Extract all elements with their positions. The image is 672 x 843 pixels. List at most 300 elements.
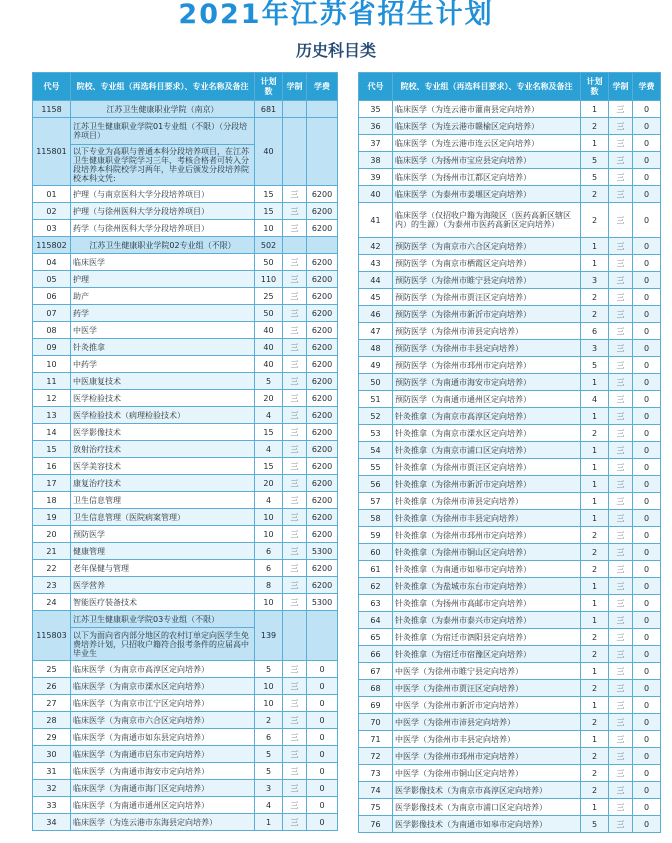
row-years: 三 (609, 782, 633, 799)
row-fee: 6200 (307, 526, 338, 543)
row-plan: 2 (581, 748, 609, 765)
row-fee: 6200 (307, 509, 338, 526)
row-years: 三 (283, 543, 307, 560)
row-code: 61 (359, 561, 393, 578)
row-fee: 0 (633, 459, 661, 476)
row-plan: 5 (255, 746, 283, 763)
row-code: 32 (33, 780, 71, 797)
row-code: 18 (33, 492, 71, 509)
group-name: 江苏卫生健康职业学院02专业组（不限） (71, 237, 255, 254)
row-name: 预防医学（为南通市海安市定向培养） (393, 374, 581, 391)
row-plan: 2 (581, 203, 609, 238)
row-plan: 1 (581, 663, 609, 680)
row-years: 三 (283, 390, 307, 407)
header-years: 学制 (609, 73, 633, 101)
row-fee: 0 (633, 612, 661, 629)
table-row (33, 577, 338, 594)
table-row (359, 323, 661, 340)
table-row (359, 186, 661, 203)
row-code: 76 (359, 816, 393, 833)
row-plan: 20 (255, 390, 283, 407)
table-row (33, 763, 338, 780)
row-years: 三 (283, 678, 307, 695)
row-plan: 2 (581, 765, 609, 782)
row-code: 63 (359, 595, 393, 612)
group-name: 江苏卫生健康职业学院01专业组（不限）（分段培养项目） (71, 118, 255, 145)
table-row (359, 408, 661, 425)
row-years: 三 (283, 560, 307, 577)
row-name: 医学影像技术（为南京市浦口区定向培养） (393, 799, 581, 816)
row-name: 药学（与徐州医科大学分段培养项目） (71, 220, 255, 237)
row-plan: 4 (581, 391, 609, 408)
row-name: 临床医学（为南通市海门区定向培养） (71, 780, 255, 797)
row-years: 三 (609, 459, 633, 476)
row-name: 医学检验技术 (71, 390, 255, 407)
row-name: 针灸推拿（为南京市高淳区定向培养） (393, 408, 581, 425)
table-row (359, 135, 661, 152)
row-code: 04 (33, 254, 71, 271)
table-row (33, 305, 338, 322)
row-plan: 2 (581, 425, 609, 442)
row-code: 45 (359, 289, 393, 306)
row-code: 71 (359, 731, 393, 748)
row-name: 临床医学（为泰州市姜堰区定向培养） (393, 186, 581, 203)
row-name: 针灸推拿（为徐州市丰县定向培养） (393, 510, 581, 527)
row-plan: 15 (255, 203, 283, 220)
table-row (33, 390, 338, 407)
row-name: 针灸推拿（为徐州市邳州市定向培养） (393, 527, 581, 544)
table-row (359, 238, 661, 255)
table-row (359, 527, 661, 544)
row-fee: 6200 (307, 390, 338, 407)
row-years: 三 (283, 339, 307, 356)
row-fee: 6200 (307, 441, 338, 458)
row-fee: 0 (633, 527, 661, 544)
row-fee: 0 (633, 391, 661, 408)
row-fee: 0 (633, 476, 661, 493)
group-code: 115802 (33, 237, 71, 254)
table-row (33, 339, 338, 356)
row-name: 针灸推拿（为扬州市高邮市定向培养） (393, 595, 581, 612)
row-years: 三 (609, 101, 633, 118)
row-name: 预防医学（为南京市六合区定向培养） (393, 238, 581, 255)
row-code: 15 (33, 441, 71, 458)
row-years: 三 (283, 577, 307, 594)
row-fee: 0 (633, 765, 661, 782)
table-row (359, 374, 661, 391)
row-name: 临床医学（为连云港市灌南县定向培养） (393, 101, 581, 118)
row-code: 56 (359, 476, 393, 493)
table-row (359, 680, 661, 697)
header-row (33, 73, 338, 101)
row-plan: 1 (581, 238, 609, 255)
row-code: 59 (359, 527, 393, 544)
row-code: 40 (359, 186, 393, 203)
table-row (33, 492, 338, 509)
row-code: 66 (359, 646, 393, 663)
row-plan: 6 (255, 543, 283, 560)
row-code: 70 (359, 714, 393, 731)
header-name: 院校、专业组（再选科目要求）、专业名称及备注 (393, 73, 581, 101)
table-row (359, 748, 661, 765)
row-plan: 10 (255, 594, 283, 611)
row-code: 10 (33, 356, 71, 373)
row-code: 37 (359, 135, 393, 152)
row-plan: 15 (255, 424, 283, 441)
row-years: 三 (609, 765, 633, 782)
row-name: 医学影像技术（为南京市高淳区定向培养） (393, 782, 581, 799)
row-fee: 0 (633, 510, 661, 527)
row-plan: 2 (581, 118, 609, 135)
table-row (359, 272, 661, 289)
row-fee: 0 (307, 695, 338, 712)
row-fee: 0 (633, 442, 661, 459)
row-fee: 6200 (307, 492, 338, 509)
row-plan: 1 (581, 255, 609, 272)
table-row (359, 203, 661, 238)
row-years: 三 (283, 373, 307, 390)
header-plan: 计划数 (581, 73, 609, 101)
row-plan: 1 (581, 476, 609, 493)
table-row (359, 612, 661, 629)
header-fee: 学费 (633, 73, 661, 101)
row-name: 医学检验技术（病理检验技术） (71, 407, 255, 424)
row-fee: 0 (633, 663, 661, 680)
row-fee: 6200 (307, 475, 338, 492)
row-plan: 2 (255, 712, 283, 729)
table-row (359, 595, 661, 612)
row-plan: 2 (581, 782, 609, 799)
row-code: 06 (33, 288, 71, 305)
row-years: 三 (609, 561, 633, 578)
row-name: 医学美容技术 (71, 458, 255, 475)
table-row (33, 560, 338, 577)
row-name: 针灸推拿（为徐州市贾汪区定向培养） (393, 459, 581, 476)
row-fee: 6200 (307, 305, 338, 322)
row-name: 临床医学（为南京市江宁区定向培养） (71, 695, 255, 712)
header-years: 学制 (283, 73, 307, 101)
row-years: 三 (609, 476, 633, 493)
row-plan: 1 (581, 595, 609, 612)
row-name: 医学影像技术（为南通市如皋市定向培养） (393, 816, 581, 833)
row-years: 三 (609, 544, 633, 561)
row-fee: 0 (307, 763, 338, 780)
row-plan: 110 (255, 271, 283, 288)
row-code: 53 (359, 425, 393, 442)
row-code: 19 (33, 509, 71, 526)
row-name: 临床医学（为连云港市连云区定向培养） (393, 135, 581, 152)
row-name: 预防医学（为徐州市沛县定向培养） (393, 323, 581, 340)
table-row (33, 475, 338, 492)
row-name: 护理（与徐州医科大学分段培养项目） (71, 203, 255, 220)
row-plan: 4 (255, 797, 283, 814)
row-years: 三 (283, 594, 307, 611)
row-name: 中医学（为徐州市新沂市定向培养） (393, 697, 581, 714)
row-code: 58 (359, 510, 393, 527)
row-fee: 0 (633, 340, 661, 357)
row-fee: 0 (633, 561, 661, 578)
row-plan: 4 (255, 441, 283, 458)
row-name: 中医学 (71, 322, 255, 339)
header-name: 院校、专业组（再选科目要求）、专业名称及备注 (71, 73, 255, 101)
row-plan: 10 (255, 678, 283, 695)
row-years: 三 (283, 288, 307, 305)
table-row (359, 646, 661, 663)
row-fee: 0 (633, 169, 661, 186)
header-row (359, 73, 661, 101)
row-plan: 6 (581, 323, 609, 340)
row-plan: 4 (255, 492, 283, 509)
row-name: 中药学 (71, 356, 255, 373)
row-plan: 1 (581, 408, 609, 425)
row-years: 三 (609, 731, 633, 748)
row-name: 预防医学（为徐州市丰县定向培养） (393, 340, 581, 357)
row-fee: 6200 (307, 203, 338, 220)
row-plan: 3 (255, 780, 283, 797)
table-row (359, 731, 661, 748)
row-years: 三 (609, 152, 633, 169)
table-row (359, 510, 661, 527)
row-code: 11 (33, 373, 71, 390)
row-name: 预防医学（为徐州市邳州市定向培养） (393, 357, 581, 374)
row-name: 中医学（为徐州市沛县定向培养） (393, 714, 581, 731)
row-code: 74 (359, 782, 393, 799)
group-plan: 40 (255, 118, 283, 186)
row-name: 助产 (71, 288, 255, 305)
row-name: 针灸推拿（为南京市浦口区定向培养） (393, 442, 581, 459)
row-code: 72 (359, 748, 393, 765)
row-fee: 0 (633, 595, 661, 612)
row-fee: 6200 (307, 560, 338, 577)
row-plan: 1 (581, 493, 609, 510)
row-name: 临床医学（为南通市海安市定向培养） (71, 763, 255, 780)
row-name: 预防医学（为徐州市贾汪区定向培养） (393, 289, 581, 306)
row-name: 智能医疗装备技术 (71, 594, 255, 611)
row-years: 三 (283, 509, 307, 526)
row-name: 针灸推拿（为宿迁市宿豫区定向培养） (393, 646, 581, 663)
row-fee: 0 (633, 101, 661, 118)
row-plan: 5 (255, 661, 283, 678)
table-row (359, 289, 661, 306)
row-name: 针灸推拿（为南通市如皋市定向培养） (393, 561, 581, 578)
table-row (33, 661, 338, 678)
row-code: 67 (359, 663, 393, 680)
row-plan: 1 (581, 135, 609, 152)
row-fee: 6200 (307, 288, 338, 305)
table-row (33, 441, 338, 458)
row-plan: 6 (255, 729, 283, 746)
row-fee: 6200 (307, 577, 338, 594)
row-name: 卫生信息管理（医院病案管理） (71, 509, 255, 526)
row-name: 临床医学（为南通市启东市定向培养） (71, 746, 255, 763)
row-name: 老年保健与管理 (71, 560, 255, 577)
row-name: 预防医学（为徐州市新沂市定向培养） (393, 306, 581, 323)
row-code: 62 (359, 578, 393, 595)
school-row (33, 101, 338, 118)
row-name: 预防医学（为南京市栖霞区定向培养） (393, 255, 581, 272)
row-plan: 2 (581, 629, 609, 646)
row-plan: 3 (581, 340, 609, 357)
row-years: 三 (609, 408, 633, 425)
row-fee: 0 (633, 357, 661, 374)
row-plan: 2 (581, 646, 609, 663)
row-years: 三 (283, 305, 307, 322)
row-fee: 0 (633, 374, 661, 391)
row-code: 60 (359, 544, 393, 561)
table-row (33, 814, 338, 831)
table-row (33, 322, 338, 339)
table-row (359, 493, 661, 510)
row-years: 三 (609, 629, 633, 646)
row-plan: 10 (255, 695, 283, 712)
row-fee: 6200 (307, 322, 338, 339)
table-row (359, 561, 661, 578)
table-row (33, 780, 338, 797)
row-years: 三 (283, 441, 307, 458)
row-plan: 1 (581, 578, 609, 595)
row-years: 三 (283, 661, 307, 678)
row-plan: 1 (581, 510, 609, 527)
row-code: 16 (33, 458, 71, 475)
row-name: 康复治疗技术 (71, 475, 255, 492)
row-years: 三 (609, 663, 633, 680)
table-row (359, 663, 661, 680)
row-name: 预防医学（为南通市通州区定向培养） (393, 391, 581, 408)
row-fee: 0 (307, 661, 338, 678)
row-name: 临床医学（为扬州市江都区定向培养） (393, 169, 581, 186)
table-row (33, 729, 338, 746)
row-name: 针灸推拿 (71, 339, 255, 356)
row-code: 39 (359, 169, 393, 186)
row-code: 07 (33, 305, 71, 322)
row-name: 卫生信息管理 (71, 492, 255, 509)
row-plan: 3 (581, 272, 609, 289)
row-code: 30 (33, 746, 71, 763)
table-row (33, 356, 338, 373)
row-plan: 40 (255, 356, 283, 373)
row-name: 预防医学 (71, 526, 255, 543)
row-years: 三 (609, 323, 633, 340)
group-plan: 502 (255, 237, 283, 254)
row-code: 36 (359, 118, 393, 135)
row-plan: 2 (581, 714, 609, 731)
table-row (359, 118, 661, 135)
row-code: 47 (359, 323, 393, 340)
row-code: 52 (359, 408, 393, 425)
group-code: 115801 (33, 118, 71, 186)
row-fee: 0 (633, 714, 661, 731)
table-row (359, 340, 661, 357)
row-name: 临床医学（为扬州市宝应县定向培养） (393, 152, 581, 169)
row-code: 25 (33, 661, 71, 678)
row-fee: 0 (633, 697, 661, 714)
row-years: 三 (283, 203, 307, 220)
row-name: 中医学（为徐州市贾汪区定向培养） (393, 680, 581, 697)
row-plan: 5 (255, 373, 283, 390)
row-years: 三 (609, 340, 633, 357)
row-fee: 6200 (307, 339, 338, 356)
row-years: 三 (609, 799, 633, 816)
table-row (33, 288, 338, 305)
row-code: 14 (33, 424, 71, 441)
row-years: 三 (609, 697, 633, 714)
row-name: 中医学（为徐州市邳州市定向培养） (393, 748, 581, 765)
row-plan: 1 (581, 101, 609, 118)
row-plan: 2 (581, 306, 609, 323)
row-fee: 6200 (307, 373, 338, 390)
row-fee: 5300 (307, 594, 338, 611)
row-years: 三 (609, 169, 633, 186)
row-fee: 0 (633, 323, 661, 340)
row-years: 三 (609, 680, 633, 697)
table-row (33, 203, 338, 220)
row-fee: 0 (633, 272, 661, 289)
row-plan: 6 (255, 560, 283, 577)
row-name: 中医学（为徐州市铜山区定向培养） (393, 765, 581, 782)
row-plan: 5 (581, 357, 609, 374)
table-row (359, 357, 661, 374)
row-code: 05 (33, 271, 71, 288)
row-years: 三 (609, 306, 633, 323)
header-fee: 学费 (307, 73, 338, 101)
table-row (359, 425, 661, 442)
table-row (33, 424, 338, 441)
row-years: 三 (283, 475, 307, 492)
row-years: 三 (609, 595, 633, 612)
row-code: 12 (33, 390, 71, 407)
row-name: 临床医学（为南通市通州区定向培养） (71, 797, 255, 814)
row-code: 24 (33, 594, 71, 611)
row-fee: 0 (307, 814, 338, 831)
school-code: 1158 (33, 101, 71, 118)
row-name: 针灸推拿（为徐州市沛县定向培养） (393, 493, 581, 510)
row-code: 28 (33, 712, 71, 729)
row-name: 针灸推拿（为盐城市东台市定向培养） (393, 578, 581, 595)
table-row (33, 594, 338, 611)
row-plan: 40 (255, 339, 283, 356)
row-fee: 6200 (307, 186, 338, 203)
row-code: 64 (359, 612, 393, 629)
table-row (33, 373, 338, 390)
table-row (33, 543, 338, 560)
row-years: 三 (609, 391, 633, 408)
row-years: 三 (609, 748, 633, 765)
table-row (33, 526, 338, 543)
row-years: 三 (609, 816, 633, 833)
row-years: 三 (609, 612, 633, 629)
row-plan: 25 (255, 288, 283, 305)
row-code: 41 (359, 203, 393, 238)
row-years: 三 (609, 357, 633, 374)
row-fee: 0 (633, 816, 661, 833)
row-years: 三 (283, 814, 307, 831)
row-plan: 1 (581, 697, 609, 714)
row-years: 三 (609, 374, 633, 391)
row-years: 三 (283, 712, 307, 729)
row-fee: 6200 (307, 220, 338, 237)
row-years: 三 (609, 493, 633, 510)
row-code: 38 (359, 152, 393, 169)
row-code: 08 (33, 322, 71, 339)
row-code: 01 (33, 186, 71, 203)
row-code: 17 (33, 475, 71, 492)
row-fee: 6200 (307, 271, 338, 288)
row-name: 医学营养 (71, 577, 255, 594)
row-name: 药学 (71, 305, 255, 322)
row-plan: 50 (255, 305, 283, 322)
table-row (33, 458, 338, 475)
row-fee: 0 (633, 289, 661, 306)
